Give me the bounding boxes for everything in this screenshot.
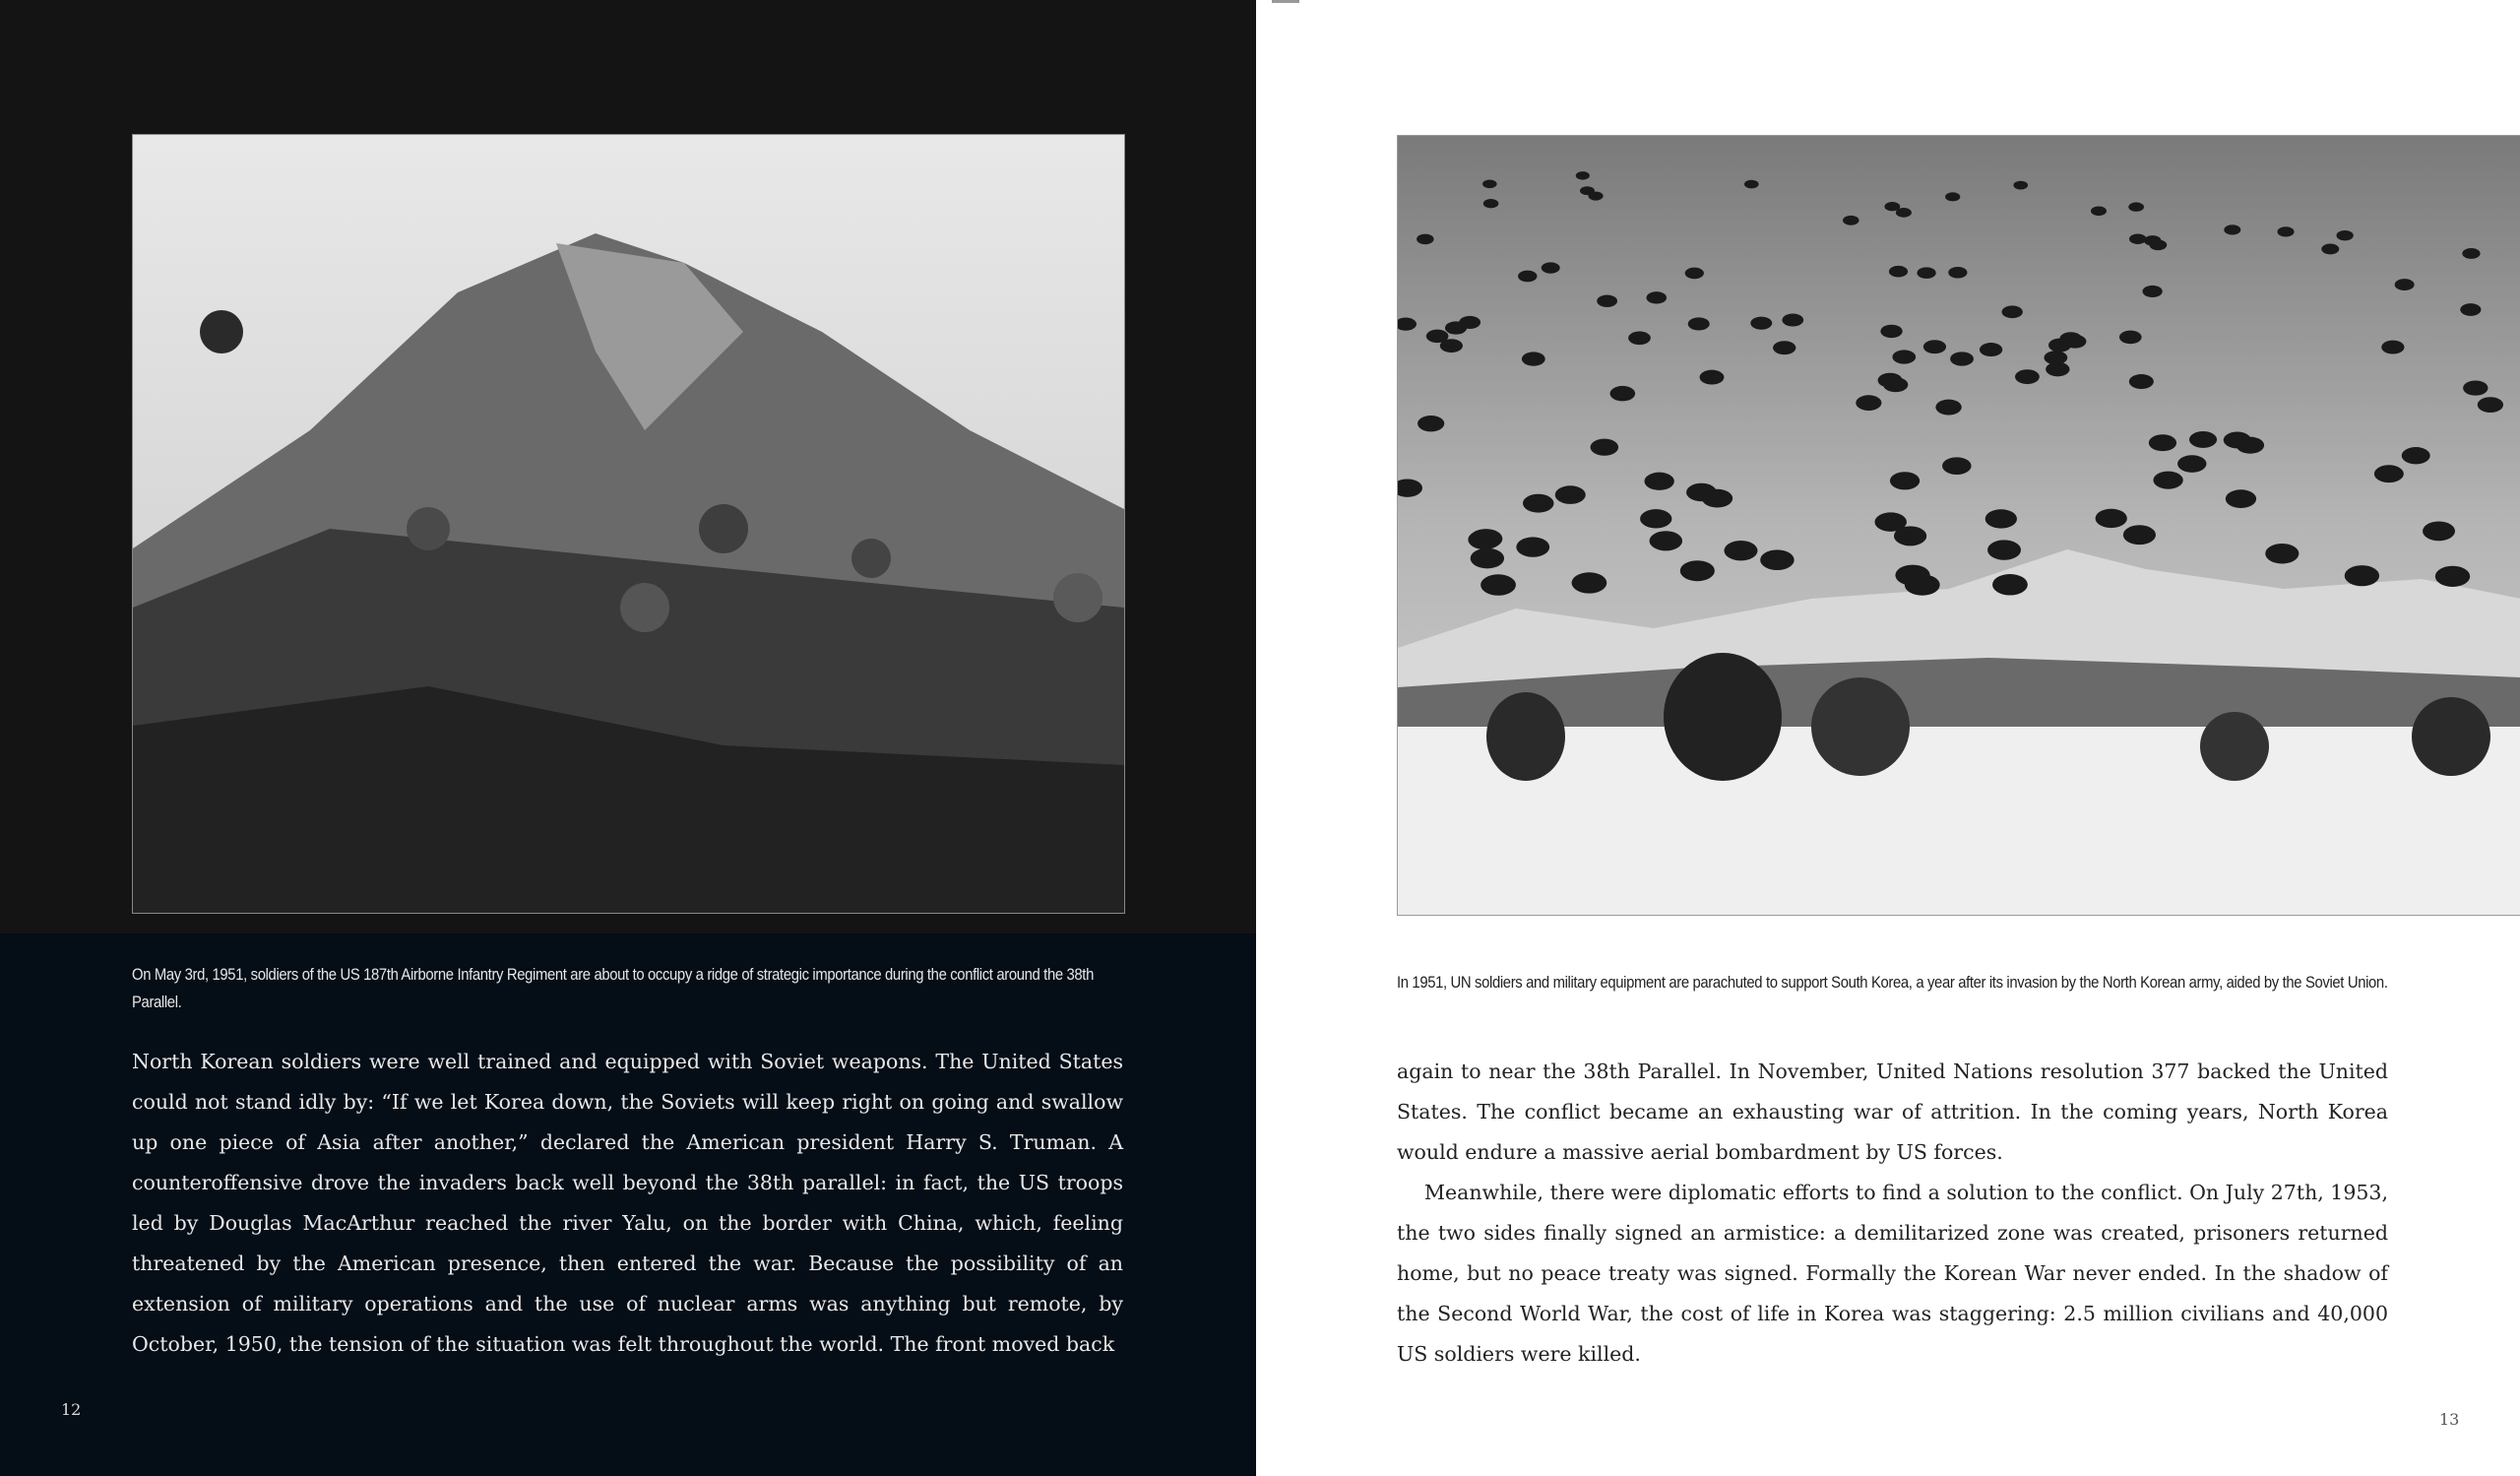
parachute — [2336, 230, 2353, 240]
parachute — [1680, 560, 1715, 581]
parachute — [1685, 268, 1704, 280]
parachute — [1426, 330, 1449, 344]
parachute — [2153, 472, 2182, 489]
parachute — [1471, 548, 1504, 569]
parachute — [2435, 566, 2470, 587]
parachute — [1987, 540, 2021, 559]
parachute — [1884, 202, 1900, 211]
parachute — [2226, 489, 2256, 508]
parachute — [2129, 374, 2154, 389]
parachute — [2096, 509, 2127, 528]
parachute — [1580, 186, 1595, 195]
parachute — [1516, 537, 1549, 556]
parachute — [1591, 439, 1618, 456]
parachute — [1480, 574, 1516, 595]
soldiers-ridge-photo — [132, 134, 1125, 914]
parachute — [1950, 352, 1974, 365]
parachute — [2402, 447, 2430, 464]
parachute — [2374, 465, 2404, 482]
parachute — [2059, 332, 2082, 346]
parachute — [1483, 199, 1499, 208]
right-body-text — [1397, 1052, 2388, 1375]
left-photo-caption: On May 3rd, 1951, soldiers of the US 187th Airborne Infantry Regiment are about to occupy a ridge of strategic importance during the conflict around the 38th Parallel. — [132, 966, 1094, 1011]
parachute — [2277, 226, 2294, 236]
top-edge-mark — [1272, 0, 1299, 3]
parachute — [1576, 171, 1590, 179]
parachute — [2381, 341, 2404, 354]
parachute — [1890, 472, 1920, 489]
right-paragraph-2: Meanwhile, there were diplomatic efforts to find a solution to the conflict. On July 27th, 1953, the two sides finally signed an armistice: a demilitarized zone was created, prisoners returned home, but no peace treaty was signed. Formally the Korean War never ended. In the shadow of the Second World War, the cost of life in Korea was staggering: 2.5 million civilians and 40,000 US soldiers were killed. — [1397, 1181, 2388, 1366]
parachute — [1948, 267, 1967, 279]
parachute — [1555, 485, 1586, 504]
parachute — [1468, 530, 1500, 549]
parachute — [1724, 541, 1757, 560]
parachute — [2177, 455, 2206, 473]
parachute — [2149, 434, 2176, 451]
parachute — [2265, 544, 2299, 563]
parachute — [2002, 305, 2023, 318]
parachute — [1542, 262, 1560, 273]
parachute — [1445, 321, 1467, 334]
parachute — [1610, 386, 1636, 401]
parachute-drop-photo — [1397, 135, 2520, 916]
parachute — [2224, 225, 2240, 234]
parachute — [1646, 291, 1667, 303]
parachute — [1856, 395, 1881, 411]
parachute — [1945, 192, 1960, 201]
left-body-text — [132, 1042, 1123, 1365]
parachute — [1878, 373, 1903, 388]
parachute — [1905, 574, 1940, 595]
right-paragraph-1: again to near the 38th Parallel. In November, United Nations resolution 377 backed the United States. The conflict became an exhausting war of attrition. In the coming years, North Korea would endure a massive aerial bombardment by US forces. — [1397, 1059, 2388, 1164]
parachute — [2478, 397, 2503, 413]
parachute — [1645, 473, 1674, 490]
left-page — [0, 0, 1256, 1476]
parachute — [1482, 179, 1497, 188]
parachute — [1572, 572, 1607, 593]
parachute — [1523, 494, 1553, 513]
parachute — [1782, 313, 1803, 326]
left-paragraph: North Korean soldiers were well trained and equipped with Soviet weapons. The United States could not stand idly by: “If we let Korea down, the Soviets will keep right on going and swallow up one piece of Asia after another,” declared the American president Harry S. Truman. A counteroffensive drove the invaders back well beyond the 38th parallel: in fact, the US troops led by Douglas MacArthur reached the river Yalu, on the border with China, which, feeling threatened by the American presence, then entered the war. Because the possibility of an extension of military operations and the use of nuclear arms was anything but remote, by October, 1950, the tension of the situation was felt throughout the world. The front moved back — [132, 1050, 1123, 1356]
parachute — [1700, 370, 1725, 385]
left-page-number: 12 — [61, 1400, 82, 1419]
parachute — [1522, 352, 1545, 365]
parachute — [1640, 509, 1671, 528]
parachute — [1750, 317, 1772, 330]
parachute — [2119, 331, 2142, 345]
parachute — [1892, 350, 1916, 363]
parachute — [2224, 431, 2251, 448]
parachute — [2015, 369, 2040, 384]
parachute — [1418, 416, 1444, 431]
parachute — [2091, 206, 2107, 216]
parachute — [2189, 431, 2217, 448]
parachute — [1917, 267, 1935, 279]
parachute — [2129, 233, 2146, 243]
parachute — [1417, 234, 1433, 244]
parachute — [1744, 180, 1759, 189]
right-page-number: 13 — [2439, 1410, 2460, 1429]
parachute — [1894, 526, 1926, 545]
parachute — [2013, 181, 2028, 190]
parachute — [2460, 303, 2481, 316]
parachute — [2046, 362, 2069, 377]
parachute — [2142, 286, 2162, 297]
parachute — [1942, 457, 1971, 475]
right-photo-caption: In 1951, UN soldiers and military equipment are parachuted to support South Korea, a year after its invasion by the North Korean army, aided by the Soviet Union. — [1397, 974, 2388, 992]
parachute — [1935, 400, 1961, 416]
parachute — [1760, 549, 1794, 570]
parachute — [1650, 531, 1682, 550]
parachute — [1597, 294, 1617, 306]
parachute — [1889, 266, 1908, 278]
parachute — [2462, 248, 2480, 259]
parachute — [1773, 341, 1796, 354]
parachute — [1628, 331, 1651, 345]
parachute — [2128, 202, 2144, 211]
parachute — [1518, 271, 1537, 283]
parachute — [2423, 521, 2455, 541]
parachute — [1923, 340, 1946, 353]
parachute — [1843, 216, 1858, 225]
parachute — [1985, 509, 2017, 528]
parachute — [1992, 574, 2028, 595]
parachute — [2395, 279, 2415, 290]
parachute — [2321, 244, 2339, 255]
parachute — [1980, 343, 2002, 356]
parachute — [1686, 483, 1717, 502]
parachute — [2463, 380, 2488, 395]
parachute — [2345, 565, 2379, 586]
parachute — [2149, 239, 2167, 250]
parachute — [1880, 325, 1902, 338]
parachute — [1688, 317, 1710, 330]
parachute — [2123, 525, 2156, 545]
